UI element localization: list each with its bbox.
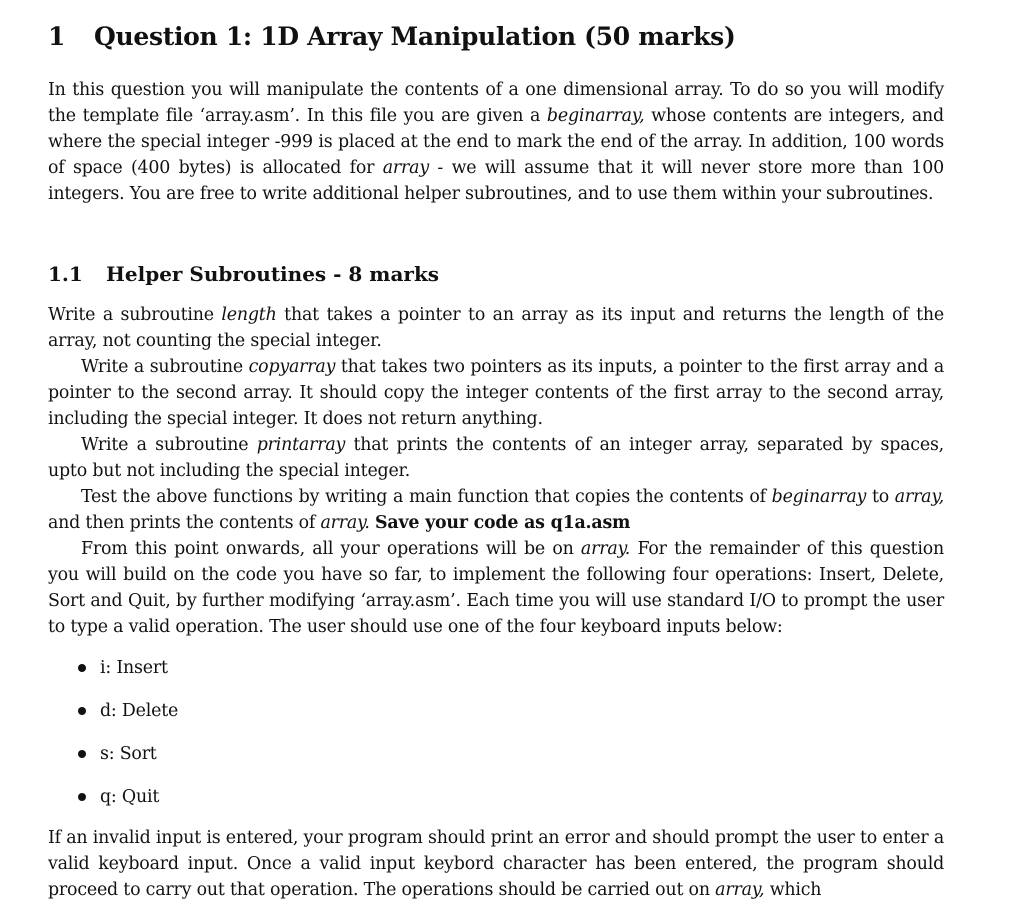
print-text-2: that prints the contents of an integer array, separated by spaces, upto but not including the special integer. — [48, 435, 944, 481]
section-title: Question 1: 1D Array Manipulation (50 marks) — [94, 22, 736, 51]
operation-sort: s: Sort — [100, 744, 157, 764]
intro-emph-beginarray: beginarray, — [546, 106, 645, 126]
test-emph-beginarray: beginarray — [771, 487, 867, 507]
length-text-2: that takes a pointer to an array as its input and returns the length of the array, not counting the special integer. — [48, 305, 944, 351]
subsection-number: 1.1 — [48, 262, 83, 286]
invalid-text-1: If an invalid input is entered, your program should print an error and should prompt the user to enter a valid keyboard input. Once a valid input keybord character has been entered, the program should proceed to carry out that operation. The operations should be carried out on — [48, 828, 944, 900]
ops-text-2: For the remainder of this question you will build on the code you have so far, to implement the following four operations: Insert, Delete, Sort and Quit, by further modifying ‘array.asm’. Each time you will use standard I/O to prompt the user to type a valid operation. The user should use one of the four keyboard inputs below: — [48, 539, 944, 637]
copy-text-2: that takes two pointers as its inputs, a pointer to the first array and a pointer to the second array. It should copy the integer contents of the first array to the second array, including the special integer. It does not return anything. — [48, 357, 944, 429]
copyarray-paragraph — [48, 354, 944, 432]
print-emph: printarray — [256, 435, 346, 455]
length-emph: length — [221, 305, 277, 325]
operation-delete: d: Delete — [100, 701, 179, 721]
length-paragraph — [48, 302, 944, 354]
test-paragraph — [48, 484, 944, 536]
printarray-paragraph — [48, 432, 944, 484]
subsection-heading — [48, 262, 439, 286]
test-text-2: to — [866, 487, 895, 507]
ops-text-1: From this point onwards, all your operations will be on — [81, 539, 581, 559]
section-number: 1 — [48, 22, 66, 51]
invalid-emph: array, — [715, 880, 765, 900]
bullet-icon — [78, 664, 86, 672]
bullet-icon — [78, 750, 86, 758]
test-emph-array-2: array. — [320, 513, 370, 533]
operation-insert: i: Insert — [100, 658, 168, 678]
intro-emph-array: array — [382, 158, 429, 178]
list-item — [78, 741, 178, 784]
length-text-1: Write a subroutine — [48, 305, 222, 325]
list-item — [78, 784, 178, 827]
operations-paragraph — [48, 536, 944, 640]
invalid-text-2: which — [764, 880, 822, 900]
operation-quit: q: Quit — [100, 787, 160, 807]
intro-text-3: - we will assume that it will never store more than 100 integers. You are free to write additional helper subroutines, and to use them within your subroutines. — [48, 158, 944, 204]
copy-text-1: Write a subroutine — [81, 357, 249, 377]
bullet-icon — [78, 707, 86, 715]
test-text-3: and then prints the contents of — [48, 513, 321, 533]
list-item — [78, 655, 178, 698]
ops-emph: array. — [580, 539, 631, 559]
test-text-1: Test the above functions by writing a main function that copies the contents of — [81, 487, 772, 507]
intro-text-1: In this question you will manipulate the contents of a one dimensional array. To do so you will modify the template file ‘array.asm’. In this file you are given a — [48, 80, 944, 126]
print-text-1: Write a subroutine — [81, 435, 257, 455]
invalid-input-paragraph — [48, 825, 944, 903]
operations-list — [78, 655, 178, 827]
test-emph-array-1: array, — [894, 487, 944, 507]
intro-paragraph — [48, 77, 944, 207]
intro-text-2: whose contents are integers, and where the special integer -999 is placed at the end to mark the end of the array. In addition, 100 words of space (400 bytes) is allocated for — [48, 106, 944, 178]
list-item — [78, 698, 178, 741]
section-heading — [48, 22, 735, 51]
save-instruction: Save your code as q1a.asm — [375, 513, 631, 533]
bullet-icon — [78, 793, 86, 801]
copy-emph: copyarray — [248, 357, 336, 377]
subsection-title: Helper Subroutines - 8 marks — [106, 262, 440, 286]
